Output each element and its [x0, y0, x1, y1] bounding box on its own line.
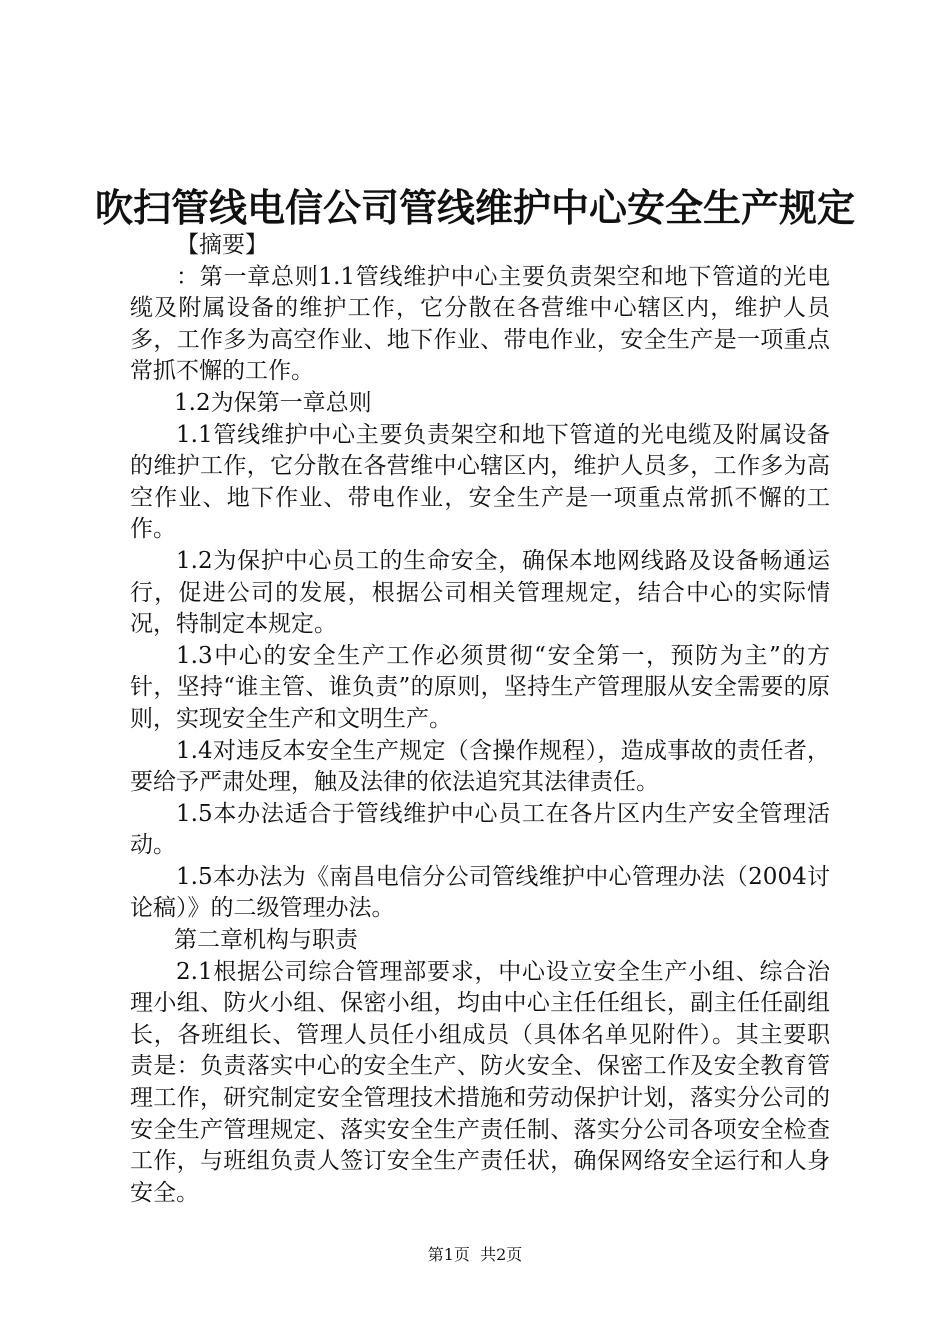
paragraph-1-5-level: 1.5本办法为《南昌电信分公司管线维护中心管理办法（2004讨论稿）》的二级管理办法。	[130, 863, 830, 922]
paragraph-2-1: 2.1根据公司综合管理部要求，中心设立安全生产小组、综合治理小组、防火小组、保密小组，均由中心主任任组长，副主任任副组长，各班组长、管理人员任小组成员（具体名单见附件）。其主要职责是：负责落实中心的安全生产、防火安全、保密工作及安全教育管理工作，研究制定安全管理技术措施和劳动保护计划，落实分公司的安全生产管理规定、落实安全生产责任制、落实分公司各项安全检查工作，与班组负责人签订安全生产责任状，确保网络安全运行和人身安全。	[130, 958, 830, 1206]
page-footer: 第1页 共2页	[427, 1245, 523, 1264]
abstract-label: 【摘要】	[176, 232, 268, 258]
paragraph-1-1: 1.1管线维护中心主要负责架空和地下管道的光电缆及附属设备的维护工作，它分散在各营维中心辖区内，维护人员多，工作多为高空作业、地下作业、带电作业，安全生产是一项重点常抓不懈的工作。	[130, 421, 830, 543]
paragraph-1-5-scope: 1.5本办法适合于管线维护中心员工在各片区内生产安全管理活动。	[130, 800, 830, 859]
paragraph-1-4: 1.4对违反本安全生产规定（含操作规程），造成事故的责任者，要给予严肃处理，触及法律的依法追究其法律责任。	[130, 737, 830, 796]
chapter-2-heading: 第二章机构与职责	[174, 927, 358, 954]
paragraph-1-3: 1.3中心的安全生产工作必须贯彻“安全第一，预防为主”的方针，坚持“谁主管、谁负责”的原则，坚持生产管理服从安全需要的原则，实现安全生产和文明生产。	[130, 642, 830, 732]
document-title: 吹扫管线电信公司管线维护中心安全生产规定	[94, 186, 855, 230]
paragraph-1-2-fragment: 1.2为保第一章总则	[174, 389, 372, 416]
abstract-paragraph: ：第一章总则1.1管线维护中心主要负责架空和地下管道的光电缆及附属设备的维护工作，它分散在各营维中心辖区内，维护人员多，工作多为高空作业、地下作业、带电作业，安全生产是一项重点常抓不懈的工作。	[130, 263, 830, 385]
paragraph-1-2: 1.2为保护中心员工的生命安全，确保本地网线路及设备畅通运行，促进公司的发展，根据公司相关管理规定，结合中心的实际情况，特制定本规定。	[130, 547, 830, 638]
document-body	[130, 230, 830, 1209]
